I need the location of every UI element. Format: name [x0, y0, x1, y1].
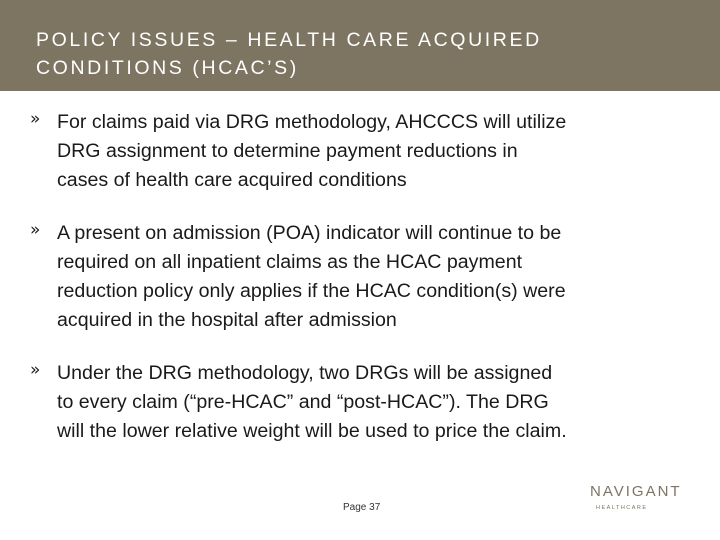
bullet-text-line: acquired in the hospital after admission — [57, 309, 397, 331]
navigant-logo — [590, 483, 690, 515]
bullet-text-line: For claims paid via DRG methodology, AHCCCS will utilize — [57, 111, 567, 133]
bullet-item-drg-payment — [30, 108, 690, 195]
page-number: Page 37 — [343, 502, 381, 513]
bullet-marker-icon: » — [30, 360, 41, 380]
title-bar — [0, 0, 720, 91]
bullet-item-two-drgs — [30, 359, 690, 446]
slide-title-line-1: POLICY ISSUES – HEALTH CARE ACQUIRED — [36, 29, 542, 51]
bullet-text-line: reduction policy only applies if the HCAC condition(s) were — [57, 280, 566, 302]
bullet-item-poa-indicator — [30, 219, 690, 335]
bullet-text-line: will the lower relative weight will be used to price the claim. — [57, 420, 567, 442]
bullet-marker-icon: » — [30, 220, 41, 240]
bullet-text-line: cases of health care acquired conditions — [57, 169, 407, 191]
logo-wordmark: NAVIGANT — [590, 483, 682, 500]
logo-tagline: HEALTHCARE — [596, 505, 648, 511]
bullet-text-line: required on all inpatient claims as the HCAC payment — [57, 251, 523, 273]
bullet-text-line: to every claim (“pre-HCAC” and “post-HCAC”). The DRG — [57, 391, 549, 413]
bullet-marker-icon: » — [30, 109, 41, 129]
bullet-text-line: DRG assignment to determine payment reductions in — [57, 140, 518, 162]
slide-title-line-2: CONDITIONS (HCAC’S) — [36, 57, 299, 79]
bullet-list — [30, 108, 690, 470]
bullet-text-line: Under the DRG methodology, two DRGs will be assigned — [57, 362, 553, 384]
bullet-text-line: A present on admission (POA) indicator will continue to be — [57, 222, 562, 244]
